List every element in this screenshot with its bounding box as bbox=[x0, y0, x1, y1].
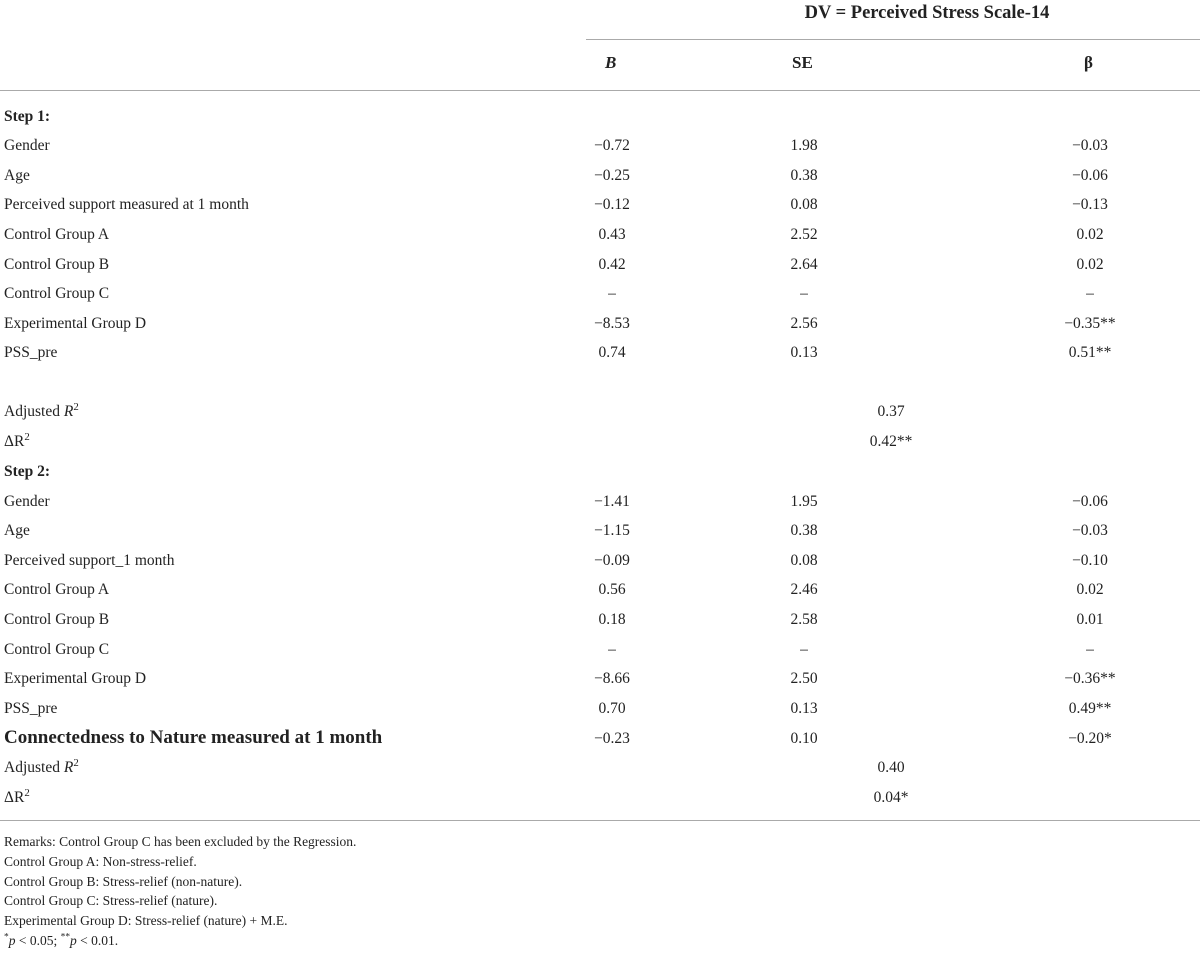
adjusted-r2-label: Adjusted $R^2$ bbox=[4, 756, 79, 776]
adjusted-r2-label: Adjusted $R^2$ bbox=[4, 400, 79, 420]
cell-beta: 0.02 bbox=[1076, 581, 1104, 598]
significance-note: *p < 0.05; **p < 0.01. bbox=[4, 932, 119, 948]
row-label: PSS_pre bbox=[4, 700, 58, 717]
note-line: Control Group B: Stress-relief (non-nature). bbox=[4, 873, 243, 889]
cell-se: 2.50 bbox=[790, 670, 818, 687]
row-label: Gender bbox=[4, 137, 50, 154]
col-header-b: B bbox=[605, 53, 617, 72]
table-row bbox=[0, 522, 1200, 546]
note-line: Control Group C: Stress-relief (nature). bbox=[4, 893, 218, 909]
cell-se: 1.95 bbox=[790, 493, 818, 510]
cell-se: 1.98 bbox=[790, 137, 818, 154]
cell-se: 0.13 bbox=[790, 344, 818, 361]
table-row bbox=[0, 196, 1200, 220]
table-row bbox=[0, 344, 1200, 368]
table-row bbox=[0, 641, 1200, 665]
step1-delta-r2-row bbox=[0, 430, 1200, 457]
table-row bbox=[0, 493, 1200, 517]
cell-se: 2.52 bbox=[790, 226, 818, 243]
cell-beta: 0.49** bbox=[1068, 700, 1112, 717]
cell-beta: 0.51** bbox=[1068, 344, 1112, 361]
table-row bbox=[0, 611, 1200, 635]
row-label: Age bbox=[4, 522, 30, 539]
cell-b: −0.72 bbox=[594, 137, 630, 154]
cell-b: −0.23 bbox=[594, 730, 630, 747]
adjusted-r2-value: 0.40 bbox=[877, 759, 905, 776]
row-label: Control Group C bbox=[4, 641, 110, 658]
cell-beta: – bbox=[1086, 285, 1094, 302]
row-label: Experimental Group D bbox=[4, 315, 147, 332]
step2-title-row bbox=[0, 463, 1200, 487]
cell-beta: 0.02 bbox=[1076, 256, 1104, 273]
cell-beta: −0.06 bbox=[1072, 493, 1108, 510]
row-label: Control Group C bbox=[4, 285, 110, 302]
cell-b: −0.09 bbox=[594, 552, 630, 569]
row-label: Perceived support_1 month bbox=[4, 552, 175, 569]
cell-b: 0.74 bbox=[598, 344, 626, 361]
delta-r2-label: $\Delta R^2$ bbox=[4, 786, 30, 806]
step2-adjusted-r2-row bbox=[0, 756, 1200, 783]
cell-se: 0.10 bbox=[790, 730, 818, 747]
cell-beta: −0.10 bbox=[1072, 552, 1108, 569]
table-row bbox=[0, 727, 1200, 754]
header-rule bbox=[586, 39, 1200, 40]
cell-b: – bbox=[608, 641, 616, 658]
delta-r2-label: $\Delta R^2$ bbox=[4, 430, 30, 450]
cell-b: 0.56 bbox=[598, 581, 626, 598]
cell-se: 2.64 bbox=[790, 256, 818, 273]
step1-title: Step 1: bbox=[4, 108, 51, 125]
cell-se: 0.38 bbox=[790, 167, 818, 184]
adjusted-r2-value: 0.37 bbox=[877, 403, 905, 420]
cell-beta: 0.02 bbox=[1076, 226, 1104, 243]
cell-b: −1.41 bbox=[594, 493, 630, 510]
row-label: Experimental Group D bbox=[4, 670, 147, 687]
cell-b: −0.25 bbox=[594, 167, 630, 184]
cell-beta: – bbox=[1086, 641, 1094, 658]
row-label: Gender bbox=[4, 493, 50, 510]
header-bottom-rule bbox=[0, 90, 1200, 91]
cell-beta: −0.36** bbox=[1064, 670, 1116, 687]
cell-se: 2.46 bbox=[790, 581, 818, 598]
step2-delta-r2-row bbox=[0, 786, 1200, 813]
row-label: Control Group B bbox=[4, 611, 110, 628]
table-row bbox=[0, 226, 1200, 250]
table-row bbox=[0, 137, 1200, 161]
note-line: Control Group A: Non-stress-relief. bbox=[4, 853, 197, 869]
row-label: Control Group B bbox=[4, 256, 110, 273]
cell-b: 0.18 bbox=[598, 611, 626, 628]
col-header-se: SE bbox=[792, 53, 813, 72]
note-line: Remarks: Control Group C has been excluded by the Regression. bbox=[4, 834, 357, 849]
cell-se: 2.58 bbox=[790, 611, 818, 628]
cell-se: – bbox=[800, 285, 808, 302]
cell-beta: −0.06 bbox=[1072, 167, 1108, 184]
cell-beta: −0.03 bbox=[1072, 522, 1108, 539]
cell-b: 0.43 bbox=[598, 226, 626, 243]
cell-b: −8.66 bbox=[594, 670, 630, 687]
table-row bbox=[0, 552, 1200, 576]
cell-b: – bbox=[608, 285, 616, 302]
cell-beta: −0.03 bbox=[1072, 137, 1108, 154]
col-header-beta: β bbox=[1084, 53, 1093, 72]
cell-beta: 0.01 bbox=[1076, 611, 1104, 628]
table-row bbox=[0, 167, 1200, 191]
cell-b: −8.53 bbox=[594, 315, 630, 332]
cell-beta: −0.20* bbox=[1068, 730, 1112, 747]
table-notes bbox=[4, 832, 356, 951]
table-row bbox=[0, 581, 1200, 605]
row-label: Connectedness to Nature measured at 1 month bbox=[4, 727, 383, 748]
cell-se: 0.08 bbox=[790, 196, 818, 213]
table-row bbox=[0, 256, 1200, 280]
cell-se: 0.38 bbox=[790, 522, 818, 539]
row-label: Perceived support measured at 1 month bbox=[4, 196, 249, 213]
cell-se: 0.08 bbox=[790, 552, 818, 569]
cell-se: 0.13 bbox=[790, 700, 818, 717]
table-row bbox=[0, 670, 1200, 694]
cell-se: – bbox=[800, 641, 808, 658]
step1-adjusted-r2-row bbox=[0, 400, 1200, 427]
row-label: Control Group A bbox=[4, 226, 110, 243]
cell-beta: −0.13 bbox=[1072, 196, 1108, 213]
table-bottom-rule bbox=[0, 820, 1200, 821]
table-row bbox=[0, 315, 1200, 339]
delta-r2-value: 0.42** bbox=[869, 433, 913, 450]
step2-title: Step 2: bbox=[4, 463, 51, 480]
table-row bbox=[0, 285, 1200, 309]
dv-title: DV = Perceived Stress Scale-14 bbox=[804, 3, 1050, 23]
step1-title-row bbox=[0, 108, 1200, 132]
cell-b: −0.12 bbox=[594, 196, 630, 213]
row-label: Age bbox=[4, 167, 30, 184]
row-label: PSS_pre bbox=[4, 344, 58, 361]
cell-b: 0.42 bbox=[598, 256, 626, 273]
cell-se: 2.56 bbox=[790, 315, 818, 332]
row-label: Control Group A bbox=[4, 581, 110, 598]
cell-b: 0.70 bbox=[598, 700, 626, 717]
delta-r2-value: 0.04* bbox=[873, 789, 909, 806]
note-line: Experimental Group D: Stress-relief (nature) + M.E. bbox=[4, 913, 288, 929]
table-row bbox=[0, 700, 1200, 724]
cell-beta: −0.35** bbox=[1064, 315, 1116, 332]
cell-b: −1.15 bbox=[594, 522, 630, 539]
